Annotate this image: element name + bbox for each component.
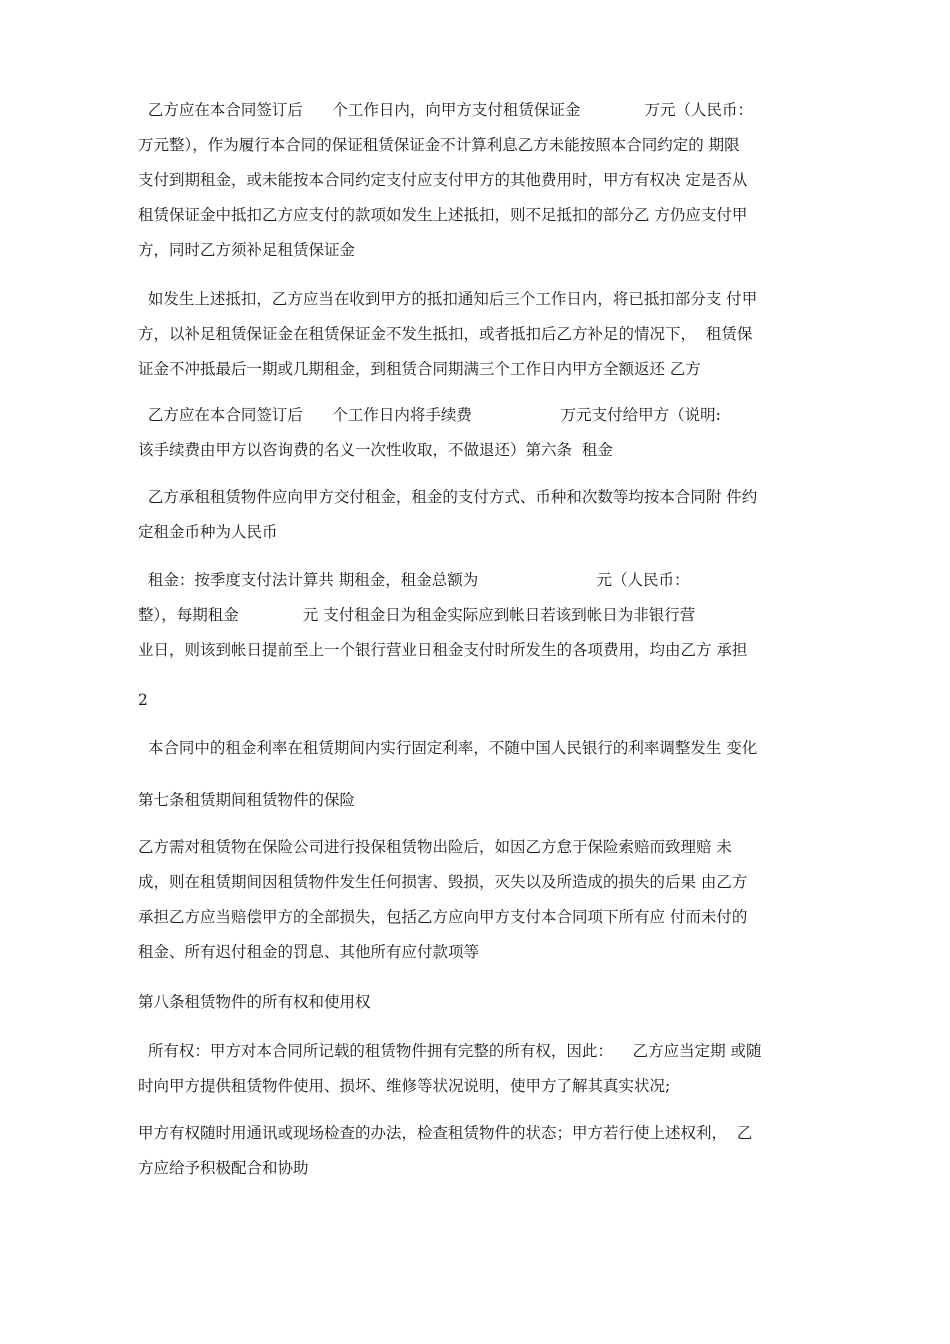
text-line: 整），每期租金 元 支付租金日为租金实际应到帐日若该到帐日为非银行营 (138, 606, 696, 624)
paragraph-deposit-payment (138, 93, 828, 268)
paragraph-rent-payment (138, 480, 828, 550)
text-line: 乙方承租租赁物件应向甲方交付租金，租金的支付方式、币种和次数等均按本合同附 件约 (138, 488, 758, 506)
paragraph-insurance (138, 830, 828, 970)
text-line: 证金不冲抵最后一期或几期租金，到租赁合同期满三个工作日内甲方全额返还 乙方 (138, 360, 701, 378)
paragraph-deposit-deduction (138, 282, 828, 387)
page-number (138, 683, 828, 718)
text-line: 方，以补足租赁保证金在租赁保证金不发生抵扣，或者抵扣后乙方补足的情况下， 租赁保 (138, 325, 753, 343)
text-line: 租赁保证金中抵扣乙方应支付的款项如发生上述抵扣，则不足抵扣的部分乙 方仍应支付甲 (138, 206, 748, 224)
text-line: 本合同中的租金利率在租赁期间内实行固定利率，不随中国人民银行的利率调整发生 变化 (138, 739, 758, 757)
text-line: 时向甲方提供租赁物件使用、损坏、维修等状况说明，使甲方了解其真实状况; (138, 1077, 671, 1095)
section-heading-article-7 (138, 783, 828, 818)
text-line: 万元整），作为履行本合同的保证租赁保证金不计算利息乙方未能按照本合同约定的 期限 (138, 136, 740, 154)
text-line: 方，同时乙方须补足租赁保证金 (138, 241, 356, 259)
text-line: 乙方需对租赁物在保险公司进行投保租赁物出险后，如因乙方怠于保险索赔而致理赔 未 (138, 838, 732, 856)
heading-text: 第七条租赁期间租赁物件的保险 (138, 791, 356, 809)
text-line: 方应给予积极配合和协助 (138, 1159, 309, 1177)
text-line: 甲方有权随时用通讯或现场检查的办法，检查租赁物件的状态；甲方若行使上述权利， 乙 (138, 1124, 753, 1142)
text-line: 承担乙方应当赔偿甲方的全部损失，包括乙方应向甲方支付本合同项下所有应 付而未付的 (138, 908, 748, 926)
text-line: 租金、所有迟付租金的罚息、其他所有应付款项等 (138, 943, 480, 961)
page-number-text: 2 (138, 691, 148, 709)
paragraph-handling-fee (138, 398, 828, 468)
text-line: 乙方应在本合同签订后 个工作日内将手续费 万元支付给甲方（说明: (138, 406, 721, 424)
section-heading-article-8 (138, 985, 828, 1020)
text-line: 定租金币种为人民币 (138, 523, 278, 541)
heading-text: 第八条租赁物件的所有权和使用权 (138, 993, 371, 1011)
paragraph-fixed-rate (138, 731, 828, 766)
paragraph-inspection (138, 1116, 828, 1186)
text-line: 成，则在租赁期间因租赁物件发生任何损害、毁损，灭失以及所造成的损失的后果 由乙方 (138, 873, 748, 891)
text-line: 如发生上述抵扣，乙方应当在收到甲方的抵扣通知后三个工作日内，将已抵扣部分支 付甲 (138, 290, 758, 308)
text-line: 租金：按季度支付法计算共 期租金，租金总额为 元（人民币： (138, 571, 690, 589)
text-line: 所有权：甲方对本合同所记载的租赁物件拥有完整的所有权，因此： 乙方应当定期 或随 (138, 1042, 762, 1060)
paragraph-ownership (138, 1034, 828, 1104)
text-line: 业日，则该到帐日提前至上一个银行营业日租金支付时所发生的各项费用，均由乙方 承担 (138, 641, 748, 659)
paragraph-rent-amount (138, 563, 828, 668)
text-line: 乙方应在本合同签订后 个工作日内，向甲方支付租赁保证金 万元（人民币： (138, 101, 753, 119)
text-line: 支付到期租金，或未能按本合同约定支付应支付甲方的其他费用时，甲方有权决 定是否从 (138, 171, 748, 189)
text-line: 该手续费由甲方以咨询费的名义一次性收取，不做退还）第六条 租金 (138, 441, 613, 459)
